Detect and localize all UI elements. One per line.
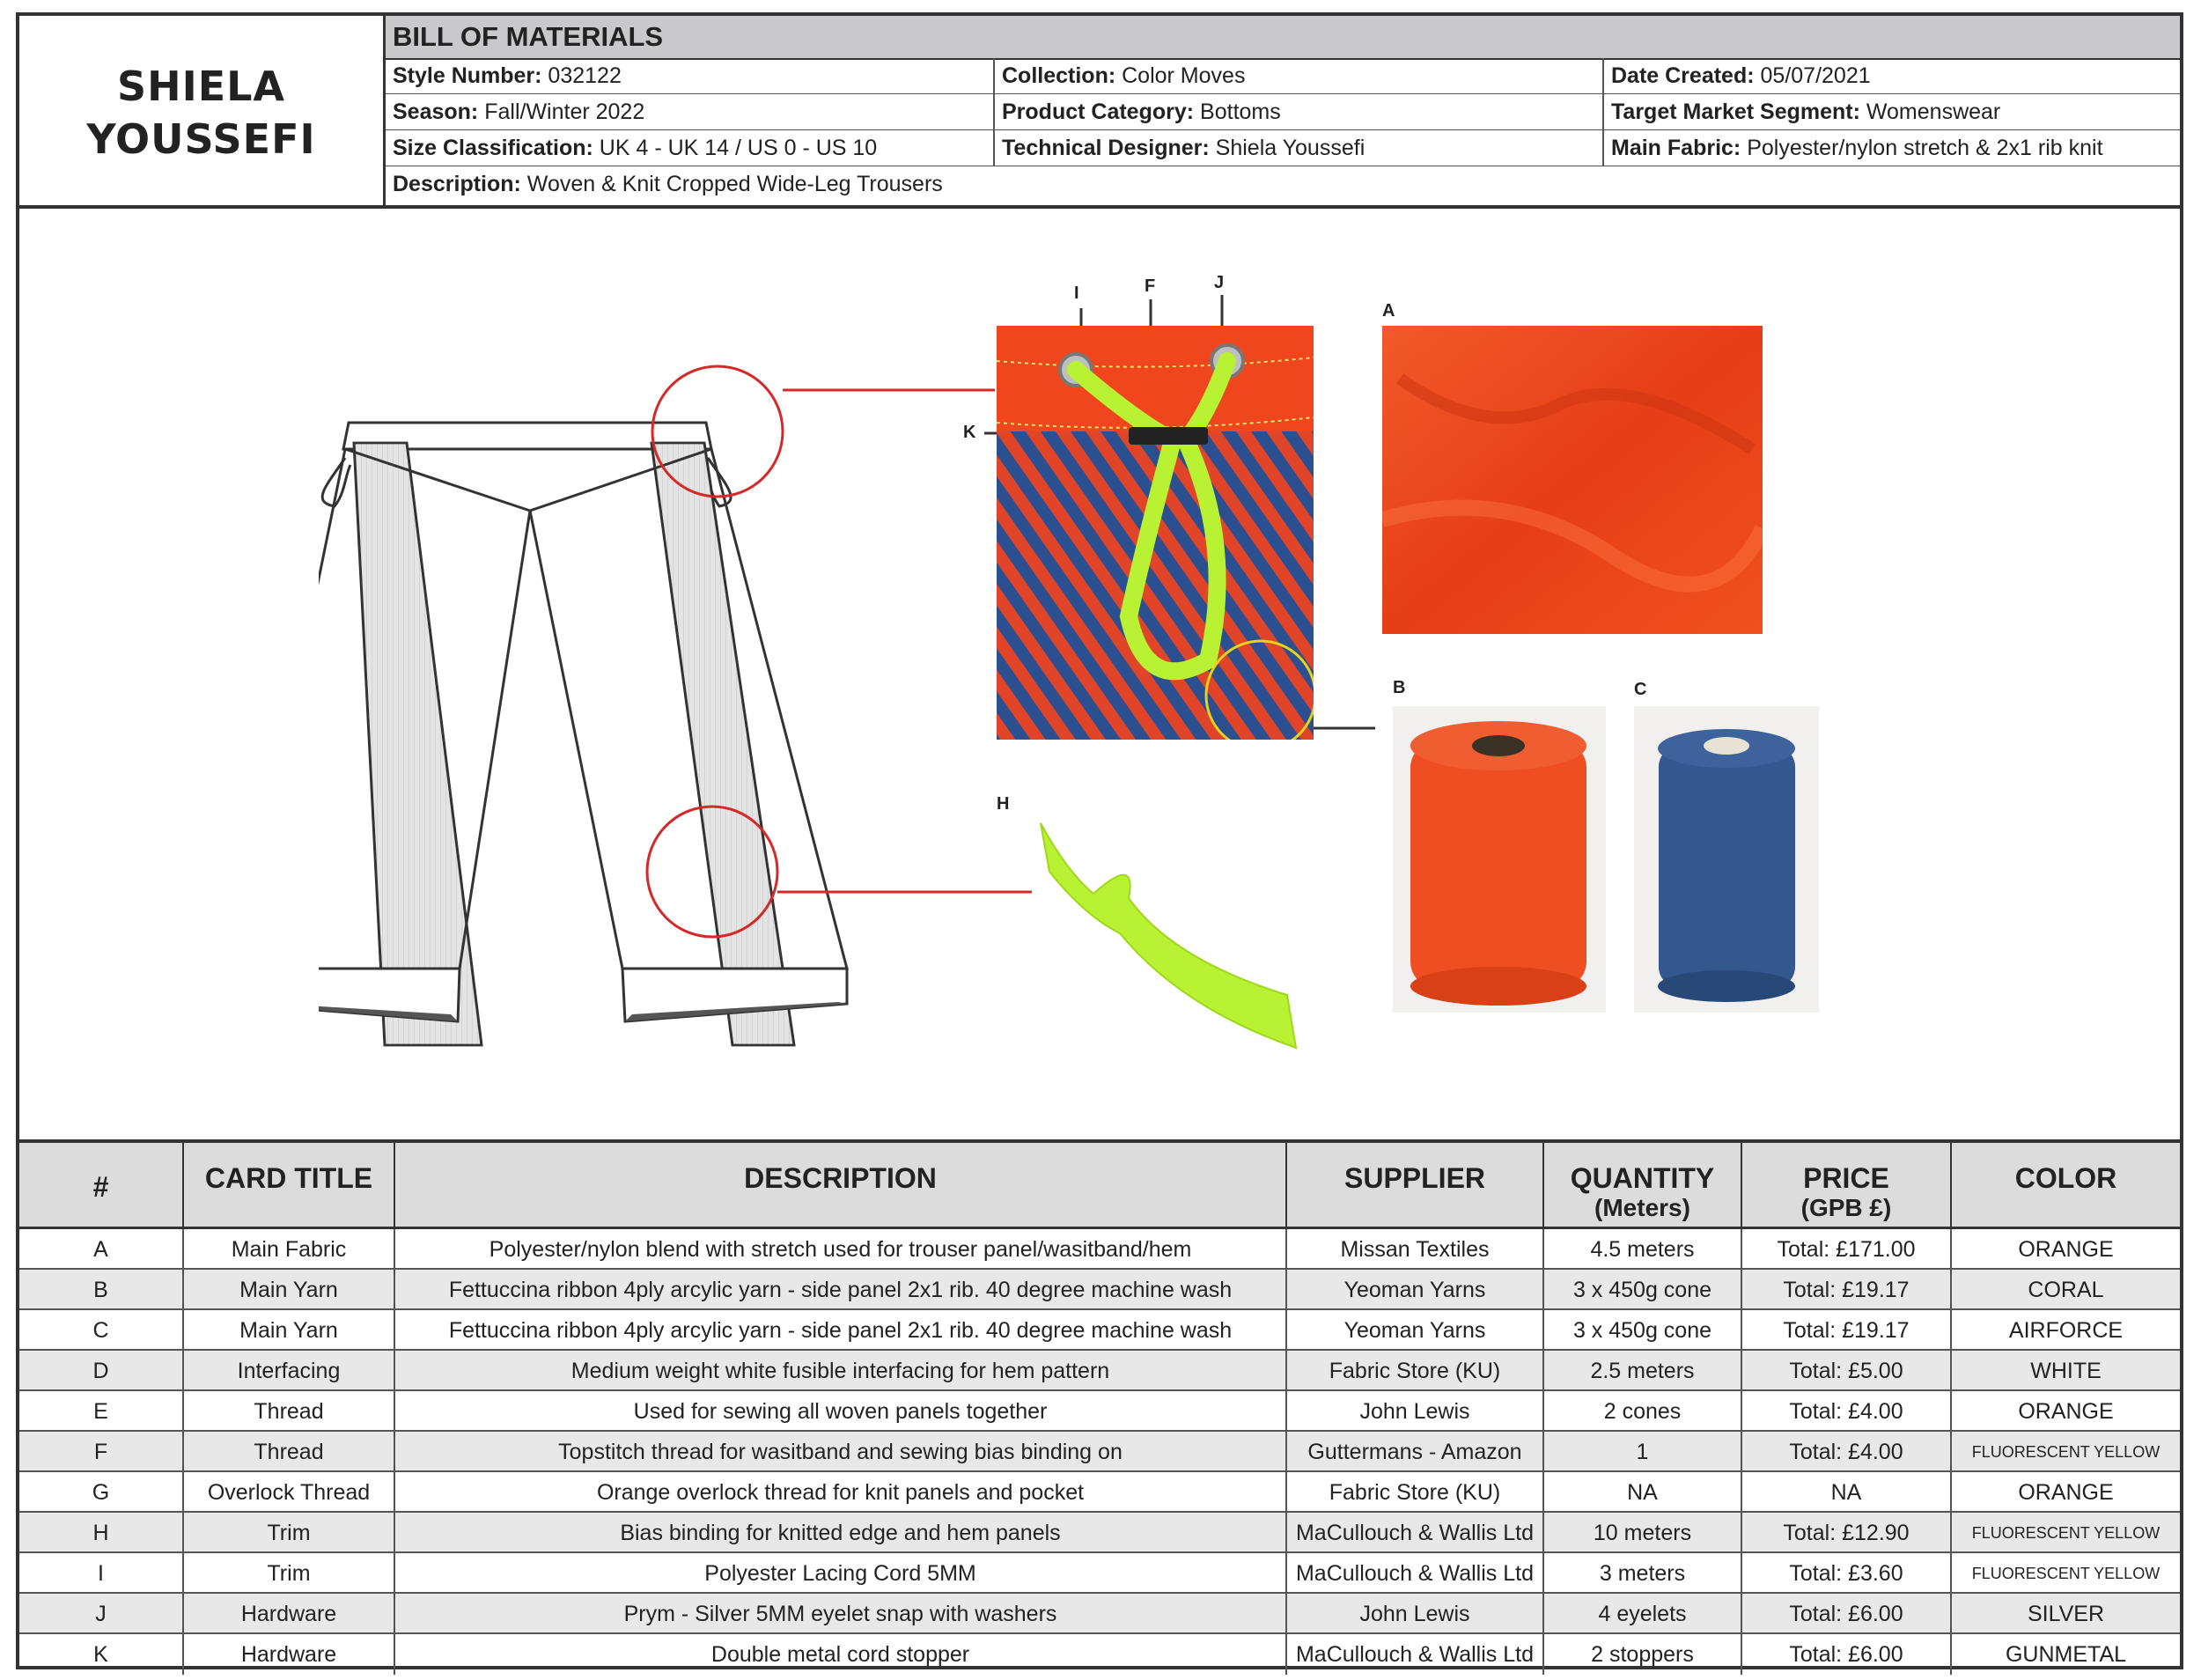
color-cell: ORANGE xyxy=(2018,1237,2114,1262)
callout-label-j: J xyxy=(1214,273,1225,292)
quantity-cell: 2 cones xyxy=(1544,1391,1742,1430)
table-row xyxy=(19,1229,2180,1270)
season-cell: Season: Fall/Winter 2022 xyxy=(386,94,995,129)
page-title: BILL OF MATERIALS xyxy=(386,16,2180,60)
supplier-cell: Yeoman Yarns xyxy=(1287,1310,1544,1349)
description-cell: Polyester Lacing Cord 5MM xyxy=(395,1553,1287,1592)
header-divider xyxy=(19,205,2180,209)
callout-label-f: F xyxy=(1145,276,1156,296)
color-cell: GUNMETAL xyxy=(2005,1642,2127,1667)
header-grid xyxy=(386,58,2180,202)
card-title-cell: Main Yarn xyxy=(184,1310,395,1349)
quantity-cell: 2 stoppers xyxy=(1544,1634,1742,1675)
color-cell: AIRFORCE xyxy=(2008,1318,2124,1343)
table-row xyxy=(19,1594,2180,1634)
row-id-cell: B xyxy=(19,1270,184,1308)
row-id-cell: I xyxy=(19,1553,184,1592)
table-row xyxy=(19,1513,2180,1553)
card-title-cell: Trim xyxy=(184,1553,395,1592)
date-created-cell: Date Created: 05/07/2021 xyxy=(1611,63,1871,88)
card-title-cell: Thread xyxy=(184,1432,395,1470)
price-cell: Total: £12.90 xyxy=(1742,1513,1952,1551)
table-row xyxy=(19,1432,2180,1472)
airforce-yarn-cone-photo xyxy=(1634,706,1819,1013)
row-id-cell: G xyxy=(19,1472,184,1511)
quantity-cell: 3 x 450g cone xyxy=(1544,1270,1742,1308)
callout-label-b: B xyxy=(1393,678,1406,697)
color-cell: FLUORESCENT YELLOW xyxy=(1971,1443,2161,1461)
supplier-cell: MaCullouch & Wallis Ltd xyxy=(1287,1513,1544,1551)
header-row xyxy=(386,130,2180,166)
table-row xyxy=(19,1634,2180,1675)
color-cell: WHITE xyxy=(2030,1359,2102,1383)
row-id-cell: E xyxy=(19,1391,184,1430)
size-classification-cell: Size Classification: UK 4 - UK 14 / US 0 - US 10 xyxy=(386,130,995,166)
table-header-row xyxy=(19,1143,2180,1229)
quantity-cell: 4 eyelets xyxy=(1544,1594,1742,1632)
style-number-cell: Style Number: 032122 xyxy=(386,58,995,93)
card-title-cell: Hardware xyxy=(184,1634,395,1675)
quantity-cell: 10 meters xyxy=(1544,1513,1742,1551)
row-id-cell: C xyxy=(19,1310,184,1349)
row-id-cell: J xyxy=(19,1594,184,1632)
callout-label-c: C xyxy=(1634,680,1647,699)
callout-label-a: A xyxy=(1382,301,1395,321)
color-cell: CORAL xyxy=(2028,1278,2104,1302)
brand-name-line2: YOUSSEFI xyxy=(86,114,316,163)
column-header-card-title: CARD TITLE xyxy=(184,1143,395,1227)
description-cell: Fettuccina ribbon 4ply arcylic yarn - side panel 2x1 rib. 40 degree machine wash xyxy=(395,1310,1287,1349)
table-row xyxy=(19,1351,2180,1391)
quantity-cell: NA xyxy=(1544,1472,1742,1511)
header-block xyxy=(386,16,2180,209)
illustration-area xyxy=(19,211,2180,1145)
supplier-cell: Missan Textiles xyxy=(1287,1229,1544,1268)
column-header-price: PRICE (GPB £) xyxy=(1742,1143,1952,1227)
price-cell: Total: £171.00 xyxy=(1742,1229,1952,1268)
card-title-cell: Hardware xyxy=(184,1594,395,1632)
bom-sheet xyxy=(16,12,2183,1669)
description-cell: Topstitch thread for wasitband and sewing bias binding on xyxy=(395,1432,1287,1470)
coral-yarn-cone-photo xyxy=(1393,706,1606,1013)
supplier-cell: John Lewis xyxy=(1287,1594,1544,1632)
callout-label-h: H xyxy=(997,794,1010,814)
price-cell: Total: £4.00 xyxy=(1742,1432,1952,1470)
column-header-description: DESCRIPTION xyxy=(395,1143,1287,1227)
description-cell: Medium weight white fusible interfacing for hem pattern xyxy=(395,1351,1287,1389)
supplier-cell: Guttermans - Amazon xyxy=(1287,1432,1544,1470)
description-cell: Description: Woven & Knit Cropped Wide-Leg Trousers xyxy=(393,172,943,196)
color-cell: FLUORESCENT YELLOW xyxy=(1971,1524,2161,1542)
description-cell: Double metal cord stopper xyxy=(395,1634,1287,1675)
card-title-cell: Trim xyxy=(184,1513,395,1551)
materials-table xyxy=(19,1139,2180,1675)
collection-cell: Collection: Color Moves xyxy=(995,58,1604,93)
table-row xyxy=(19,1391,2180,1432)
card-title-cell: Main Fabric xyxy=(184,1229,395,1268)
row-id-cell: K xyxy=(19,1634,184,1675)
column-header-color: COLOR xyxy=(2014,1162,2117,1194)
quantity-cell: 1 xyxy=(1544,1432,1742,1470)
description-cell: Prym - Silver 5MM eyelet snap with washers xyxy=(395,1594,1287,1632)
price-cell: Total: £19.17 xyxy=(1742,1310,1952,1349)
color-cell: ORANGE xyxy=(2018,1480,2114,1505)
header-row xyxy=(386,166,2180,202)
supplier-cell: John Lewis xyxy=(1287,1391,1544,1430)
price-cell: NA xyxy=(1742,1472,1952,1511)
row-id-cell: D xyxy=(19,1351,184,1389)
column-header-quantity: QUANTITY (Meters) xyxy=(1544,1143,1742,1227)
row-id-cell: H xyxy=(19,1513,184,1551)
description-cell: Bias binding for knitted edge and hem panels xyxy=(395,1513,1287,1551)
price-cell: Total: £5.00 xyxy=(1742,1351,1952,1389)
quantity-cell: 4.5 meters xyxy=(1544,1229,1742,1268)
target-market-cell: Target Market Segment: Womenswear xyxy=(1611,99,2001,124)
description-cell: Used for sewing all woven panels together xyxy=(395,1391,1287,1430)
bias-binding-photo xyxy=(1032,819,1305,1074)
supplier-cell: MaCullouch & Wallis Ltd xyxy=(1287,1634,1544,1675)
color-cell: FLUORESCENT YELLOW xyxy=(1971,1565,2161,1582)
header-row xyxy=(386,94,2180,130)
main-fabric-swatch xyxy=(1382,326,1763,634)
supplier-cell: Fabric Store (KU) xyxy=(1287,1351,1544,1389)
callout-label-k: K xyxy=(963,423,976,442)
card-title-cell: Interfacing xyxy=(184,1351,395,1389)
table-row xyxy=(19,1553,2180,1594)
column-header-supplier: SUPPLIER xyxy=(1287,1143,1544,1227)
table-row xyxy=(19,1472,2180,1513)
color-cell: SILVER xyxy=(2027,1602,2105,1626)
supplier-cell: Yeoman Yarns xyxy=(1287,1270,1544,1308)
color-cell: ORANGE xyxy=(2018,1399,2114,1424)
card-title-cell: Thread xyxy=(184,1391,395,1430)
card-title-cell: Overlock Thread xyxy=(184,1472,395,1511)
brand-name-line1: SHIELA xyxy=(116,62,286,110)
knit-closeup-photo xyxy=(997,326,1314,740)
main-fabric-cell: Main Fabric: Polyester/nylon stretch & 2x1 rib knit xyxy=(1611,136,2103,160)
product-category-cell: Product Category: Bottoms xyxy=(995,94,1604,129)
table-row xyxy=(19,1270,2180,1310)
technical-designer-cell: Technical Designer: Shiela Youssefi xyxy=(995,130,1604,166)
brand-block xyxy=(19,16,386,209)
quantity-cell: 3 meters xyxy=(1544,1553,1742,1592)
description-cell: Polyester/nylon blend with stretch used for trouser panel/wasitband/hem xyxy=(395,1229,1287,1268)
quantity-cell: 3 x 450g cone xyxy=(1544,1310,1742,1349)
price-cell: Total: £6.00 xyxy=(1742,1634,1952,1675)
card-title-cell: Main Yarn xyxy=(184,1270,395,1308)
price-cell: Total: £3.60 xyxy=(1742,1553,1952,1592)
description-cell: Orange overlock thread for knit panels and pocket xyxy=(395,1472,1287,1511)
price-cell: Total: £4.00 xyxy=(1742,1391,1952,1430)
price-cell: Total: £19.17 xyxy=(1742,1270,1952,1308)
table-row xyxy=(19,1310,2180,1351)
description-cell: Fettuccina ribbon 4ply arcylic yarn - side panel 2x1 rib. 40 degree machine wash xyxy=(395,1270,1287,1308)
header-row xyxy=(386,58,2180,94)
row-id-cell: F xyxy=(19,1432,184,1470)
quantity-cell: 2.5 meters xyxy=(1544,1351,1742,1389)
table-body xyxy=(19,1229,2180,1675)
callout-label-i: I xyxy=(1074,284,1079,303)
price-cell: Total: £6.00 xyxy=(1742,1594,1952,1632)
supplier-cell: Fabric Store (KU) xyxy=(1287,1472,1544,1511)
row-id-cell: A xyxy=(19,1229,184,1268)
column-header-number: # xyxy=(19,1143,184,1227)
supplier-cell: MaCullouch & Wallis Ltd xyxy=(1287,1553,1544,1592)
